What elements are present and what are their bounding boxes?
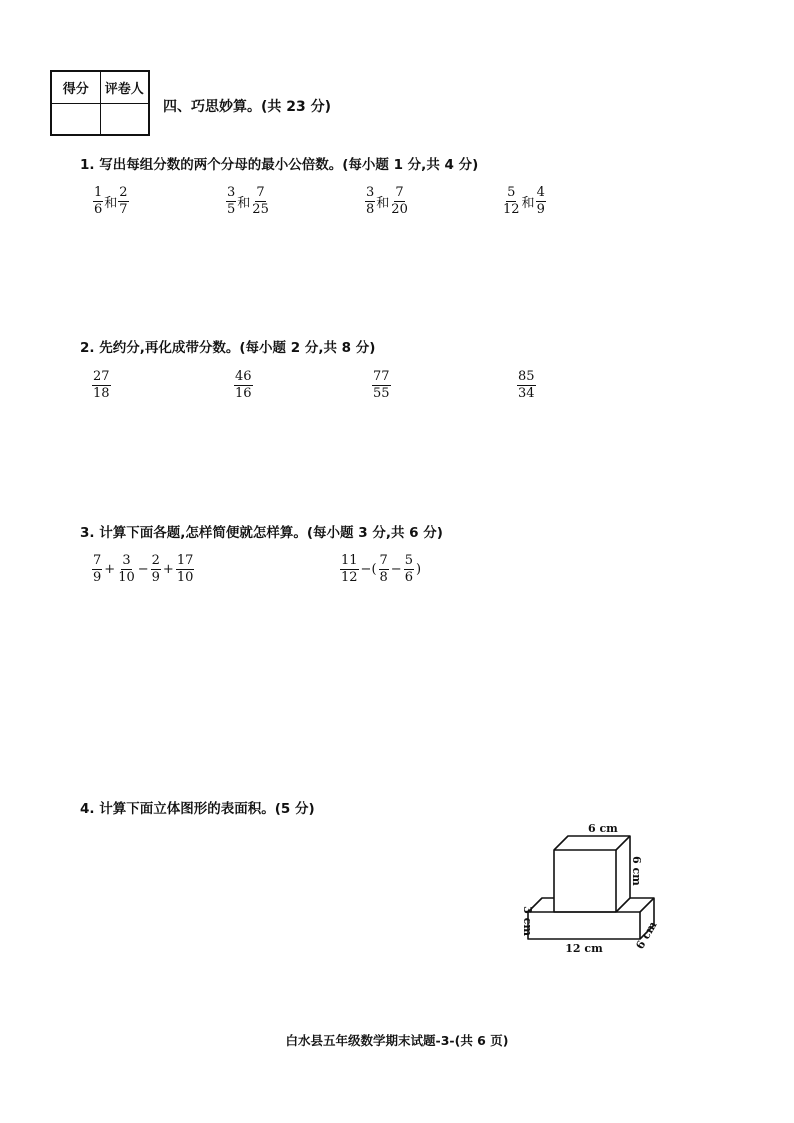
fraction: $\frac{2}{9}$: [151, 553, 160, 585]
q1-item-4: [502, 186, 546, 216]
fraction: $\frac{85}{34}$: [518, 369, 535, 401]
cube-front-face: [554, 850, 616, 912]
operator: −: [137, 561, 149, 577]
score-table-blank-row: [52, 104, 148, 135]
cube-top-edge: [616, 836, 630, 850]
connector: 和: [521, 195, 535, 211]
section-title: 四、巧思妙算。(共 23 分): [163, 99, 332, 115]
q1-item-1: [93, 186, 129, 216]
score-table-header: [52, 72, 148, 104]
operator: +: [104, 561, 116, 577]
q1-item-2: [226, 186, 270, 216]
score-label: 得分: [52, 72, 101, 103]
fraction: $\frac{3}{5}$: [227, 185, 236, 217]
label-base-height: 3 cm: [521, 906, 534, 936]
solid-figure-diagram: [500, 810, 670, 960]
label-top-width: 6 cm: [588, 822, 618, 835]
score-table: [50, 70, 150, 136]
fraction: $\frac{5}{12}$: [503, 185, 520, 217]
q2-item-4: [517, 370, 536, 400]
score-cell[interactable]: [52, 104, 101, 135]
q4-title: 4. 计算下面立体图形的表面积。(5 分): [80, 801, 315, 817]
q2-item-2: [234, 370, 253, 400]
grader-cell[interactable]: [101, 104, 149, 135]
q2-item-1: [92, 370, 111, 400]
connector: 和: [104, 195, 118, 211]
fraction: $\frac{7}{9}$: [93, 553, 102, 585]
fraction: $\frac{7}{20}$: [391, 185, 408, 217]
q3-expression-2: [340, 554, 423, 584]
fraction: $\frac{17}{10}$: [176, 553, 194, 585]
fraction: $\frac{3}{8}$: [366, 185, 375, 217]
label-top-height: 6 cm: [630, 856, 643, 886]
fraction: $\frac{5}{6}$: [404, 553, 413, 585]
q2-item-3: [372, 370, 391, 400]
fraction: $\frac{1}{6}$: [94, 185, 103, 217]
fraction: $\frac{46}{16}$: [235, 369, 252, 401]
fraction: $\frac{7}{8}$: [379, 553, 388, 585]
operator: +: [162, 561, 174, 577]
fraction: $\frac{7}{25}$: [252, 185, 269, 217]
fraction: $\frac{4}{9}$: [536, 185, 545, 217]
label-base-depth: 6 cm: [633, 919, 660, 952]
q3-expression-1: [92, 554, 194, 584]
grader-label: 评卷人: [104, 82, 144, 97]
fraction: $\frac{27}{18}$: [93, 369, 110, 401]
operator: −(: [360, 561, 377, 577]
q1-item-3: [365, 186, 409, 216]
label-base-length: 12 cm: [565, 942, 603, 955]
connector: 和: [237, 195, 251, 211]
q3-title: 3. 计算下面各题,怎样简便就怎样算。(每小题 3 分,共 6 分): [80, 525, 443, 541]
operator: ): [415, 561, 422, 577]
page-footer: 白水县五年级数学期末试题-3-(共 6 页): [285, 1033, 509, 1048]
base-front-face: [528, 912, 640, 939]
fraction: $\frac{2}{7}$: [119, 185, 128, 217]
fraction: $\frac{77}{55}$: [373, 369, 390, 401]
operator: −: [390, 561, 402, 577]
fraction: $\frac{11}{12}$: [341, 553, 358, 585]
q2-title: 2. 先约分,再化成带分数。(每小题 2 分,共 8 分): [80, 340, 376, 356]
connector: 和: [376, 195, 390, 211]
fraction: $\frac{3}{10}$: [118, 553, 135, 585]
q1-title: 1. 写出每组分数的两个分母的最小公倍数。(每小题 1 分,共 4 分): [80, 157, 479, 173]
base-top-right-edge: [640, 898, 654, 912]
